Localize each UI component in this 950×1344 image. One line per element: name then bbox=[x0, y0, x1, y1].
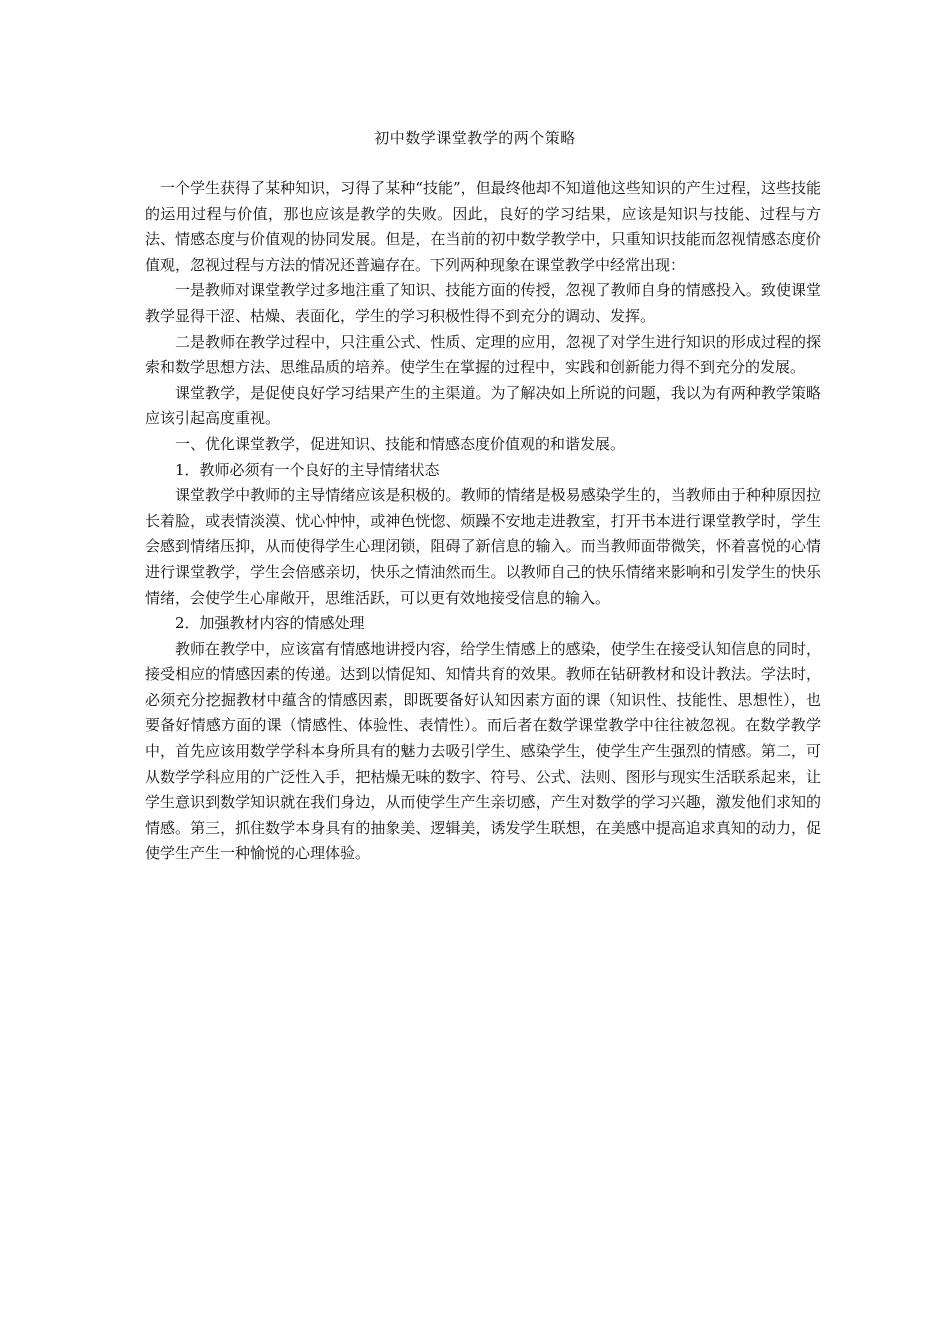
phenomenon-two-paragraph: 二是教师在教学过程中，只注重公式、性质、定理的应用，忽视了对学生进行知识的形成过程的探索和数学思想方法、思维品质的培养。使学生在掌握的过程中，实践和创新能力得不到充分的发展。 bbox=[145, 332, 821, 377]
intro-paragraph: 一个学生获得了某种知识，习得了某种“技能”，但最终他却不知道他这些知识的产生过程，这些技能的运用过程与价值，那也应该是教学的失败。因此，良好的学习结果，应该是知识与技能、过程与方法、情感态度与价值观的协同发展。但是，在当前的初中数学教学中，只重知识技能而忽视情感态度价值观，忽视过程与方法的情况还普遍存在。下列两种现象在课堂教学中经常出现： bbox=[145, 179, 821, 274]
phenomenon-one-paragraph: 一是教师对课堂教学过多地注重了知识、技能方面的传授，忽视了教师自身的情感投入。致使课堂教学显得干涩、枯燥、表面化，学生的学习积极性得不到充分的调动、发挥。 bbox=[145, 281, 821, 325]
subsection-heading-1: 1．教师必须有一个良好的主导情绪状态 bbox=[175, 460, 440, 479]
section-heading-one: 一、优化课堂教学，促进知识、技能和情感态度价值观的和谐发展。 bbox=[175, 434, 626, 453]
teacher-emotion-paragraph: 课堂教学中教师的主导情绪应该是积极的。教师的情绪是极易感染学生的，当教师由于种种原因拉长着脸，或表情淡漠、忧心忡忡，或神色恍惚、烦躁不安地走进教室，打开书本进行课堂教学时，学生会感到情绪压抑，从而使得学生心理闭锁，阻碍了新信息的输入。而当教师面带微笑，怀着喜悦的心情进行课堂教学，学生会倍感亲切，快乐之情油然而生。以教师自己的快乐情绪来影响和引发学生的快乐情绪，会使学生心扉敞开，思维活跃，可以更有效地接受信息的输入。 bbox=[145, 486, 821, 607]
textbook-emotion-paragraph: 教师在教学中，应该富有情感地讲授内容，给学生情感上的感染，使学生在接受认知信息的同时，接受相应的情感因素的传递。达到以情促知、知情共育的效果。教师在钻研教材和设计教法。学法时，必须充分挖掘教材中蕴含的情感因素，即既要备好认知因素方面的课（知识性、技能性、思想性），也要备好情感方面的课（情感性、体验性、表情性）。而后者在数学课堂教学中往往被忽视。在数学教学中，首先应该用数学学科本身所具有的魅力去吸引学生、感染学生，使学生产生强烈的情感。第二，可从数学学科应用的广泛性入手，把枯燥无味的数字、符号、公式、法则、图形与现实生活联系起来，让学生意识到数学知识就在我们身边，从而使学生产生亲切感，产生对数学的学习兴趣，激发他们求知的情感。第三，抓住数学本身具有的抽象美、逻辑美，诱发学生联想，在美感中提高追求真知的动力，促使学生产生一种愉悦的心理体验。 bbox=[145, 639, 821, 863]
subsection-heading-2: 2．加强教材内容的情感处理 bbox=[175, 614, 365, 633]
document-body bbox=[145, 176, 821, 867]
document-title: 初中数学课堂教学的两个策略 bbox=[374, 129, 576, 147]
strategy-intro-paragraph: 课堂教学，是促使良好学习结果产生的主渠道。为了解决如上所说的问题，我以为有两种教学策略应该引起高度重视。 bbox=[145, 383, 821, 428]
